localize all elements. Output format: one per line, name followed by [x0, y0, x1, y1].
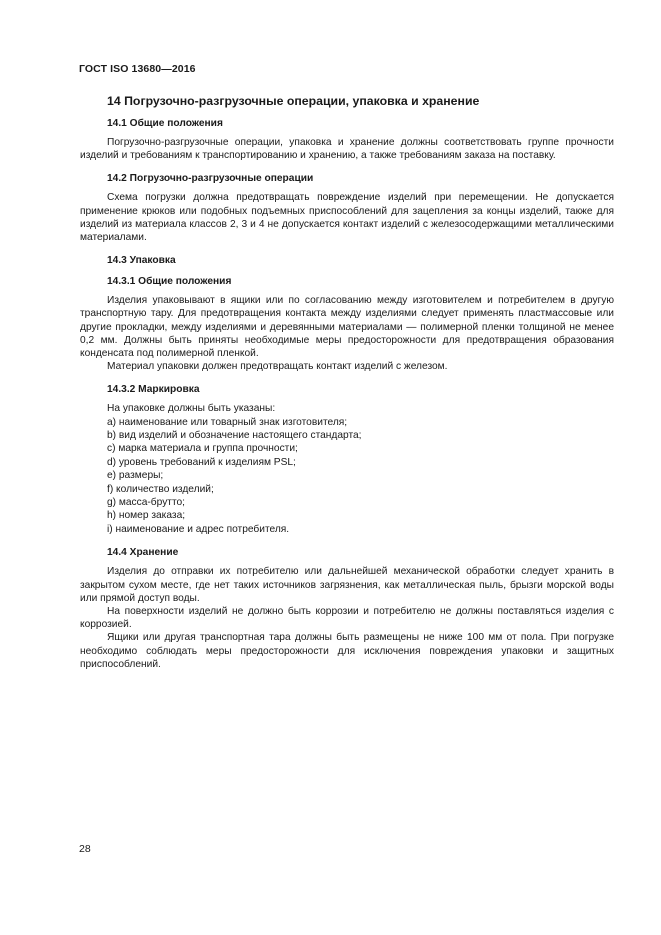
list-item: i) наименование и адрес потребителя. — [107, 523, 290, 535]
list-item: f) количество изделий; — [107, 483, 214, 495]
list-item: e) размеры; — [107, 470, 164, 482]
list-item: h) номер заказа; — [107, 510, 186, 522]
section-14-2-title: 14.2 Погрузочно-разгрузочные операции — [107, 173, 314, 185]
marking-list — [80, 416, 614, 537]
section-14-title: 14 Погрузочно-разгрузочные операции, упаковка и хранение — [107, 94, 480, 108]
list-item: d) уровень требований к изделиям PSL; — [107, 456, 296, 468]
marking-intro: На упаковке должны быть указаны: — [107, 403, 276, 415]
section-14-1-title: 14.1 Общие положения — [107, 118, 223, 129]
section-14-3-2-title: 14.3.2 Маркировка — [107, 384, 200, 396]
list-item: a) наименование или товарный знак изготовителя; — [107, 416, 348, 428]
section-14-3-1-paragraph: Материал упаковки должен предотвращать контакт изделий с железом. — [107, 361, 448, 373]
section-14-4-paragraph: Ящики или другая транспортная тара должны быть размещены не ниже 100 мм от пола. При погрузке необходимо соблюдать меры предосторожности для исключения повреждения упаковки и защитных приспособлений. — [80, 632, 614, 670]
section-14-2-paragraph: Схема погрузки должна предотвращать повреждение изделий при перемещении. Не допускается применение крюков или подобных подъемных приспособлений для зацепления за концы изделий, также для изделий из материала классов 2, 3 и 4 не допускается контакт изделий с железосодержащими металлическими материалами. — [80, 192, 614, 244]
list-item: c) марка материала и группа прочности; — [107, 443, 298, 455]
list-item: b) вид изделий и обозначение настоящего стандарта; — [107, 430, 362, 442]
section-14-3-title: 14.3 Упаковка — [107, 255, 176, 267]
section-14-1-paragraph: Погрузочно-разгрузочные операции, упаковка и хранение должны соответствовать группе прочности изделий и требованиям к транспортированию и хранению, а также требованиям заказа на поставку. — [80, 137, 614, 162]
section-14-3-1-title: 14.3.1 Общие положения — [107, 276, 232, 288]
list-item: g) масса-брутто; — [107, 497, 185, 509]
section-14-4-paragraph: Изделия до отправки их потребителю или дальнейшей механической обработки следует хранить в закрытом сухом месте, где нет таких источников загрязнения, как металлическая пыль, брызги морской воды или прямой доступ воды. — [80, 566, 614, 604]
section-14-4-paragraph: На поверхности изделий не должно быть коррозии и потребителю не должны поставляться изделия с коррозией. — [80, 605, 614, 631]
section-14-3-1-paragraph: Изделия упаковывают в ящики или по согласованию между изготовителем и потребителем в другую транспортную тару. Для предотвращения контакта между изделиями следует применять пластмассовые или другие прокладки, между изделиями и деревянными материалами — полимерной пленки толщиной не менее 0,2 мм. Должны быть приняты необходимые меры предосторожности для предотвращения образования конденсата под полимерной пленкой. — [80, 295, 614, 360]
document-header: ГОСТ ISO 13680—2016 — [79, 63, 196, 75]
page-content — [80, 93, 614, 671]
section-14-4-title: 14.4 Хранение — [107, 547, 179, 559]
page-number: 28 — [79, 843, 91, 855]
